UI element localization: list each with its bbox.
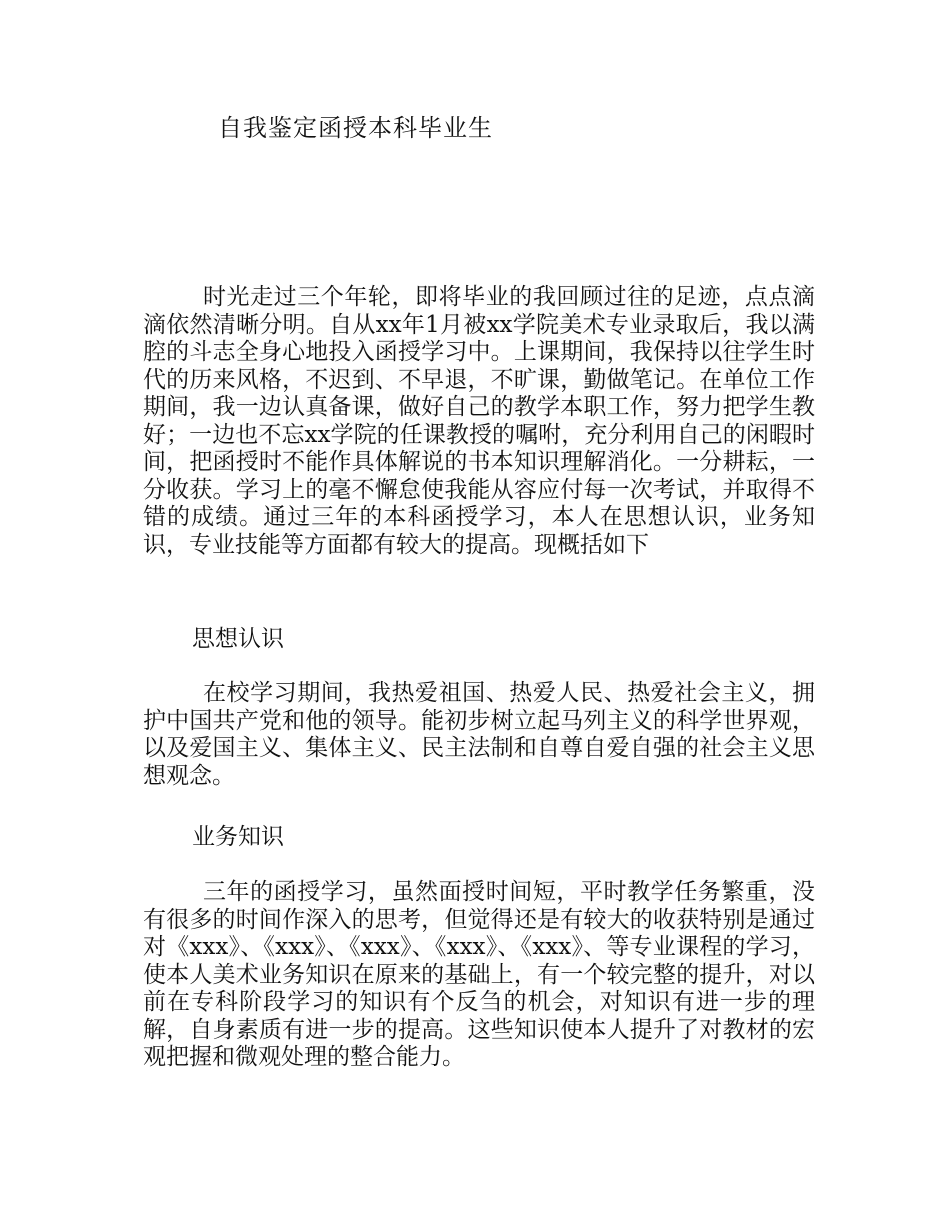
section-block-business (143, 879, 815, 1072)
section-heading-business: 业务知识 (192, 824, 284, 850)
section-block-thought (143, 680, 815, 790)
intro-block (143, 284, 815, 559)
document-title: 自我鉴定函授本科毕业生 (218, 114, 493, 142)
section-heading-thought: 思想认识 (192, 626, 284, 652)
section-paragraph-thought: 在校学习期间，我热爱祖国、热爱人民、热爱社会主义，拥护中国共产党和他的领导。能初步树立起马列主义的科学世界观，以及爱国主义、集体主义、民主法制和自尊自爱自强的社会主义思想观念。 (143, 680, 815, 789)
section-paragraph-business: 三年的函授学习，虽然面授时间短，平时教学任务繁重，没有很多的时间作深入的思考，但觉得还是有较大的收获特别是通过对《xxx》、《xxx》、《xxx》、《xxx》、《xxx》、等专业课程的学习，使本人美术业务知识在原来的基础上，有一个较完整的提升，对以前在专科阶段学习的知识有个反刍的机会，对知识有进一步的理解，自身素质有进一步的提高。这些知识使本人提升了对教材的宏观把握和微观处理的整合能力。 (143, 879, 815, 1070)
intro-paragraph: 时光走过三个年轮，即将毕业的我回顾过往的足迹，点点滴滴依然清晰分明。自从xx年1月被xx学院美术专业录取后，我以满腔的斗志全身心地投入函授学习中。上课期间，我保持以往学生时代的历来风格，不迟到、不早退，不旷课，勤做笔记。在单位工作期间，我一边认真备课，做好自己的教学本职工作，努力把学生教好；一边也不忘xx学院的任课教授的嘱咐，充分利用自己的闲暇时间，把函授时不能作具体解说的书本知识理解消化。一分耕耘，一分收获。学习上的毫不懈怠使我能从容应付每一次考试，并取得不错的成绩。通过三年的本科函授学习，本人在思想认识，业务知识，专业技能等方面都有较大的提高。现概括如下 (143, 284, 815, 558)
